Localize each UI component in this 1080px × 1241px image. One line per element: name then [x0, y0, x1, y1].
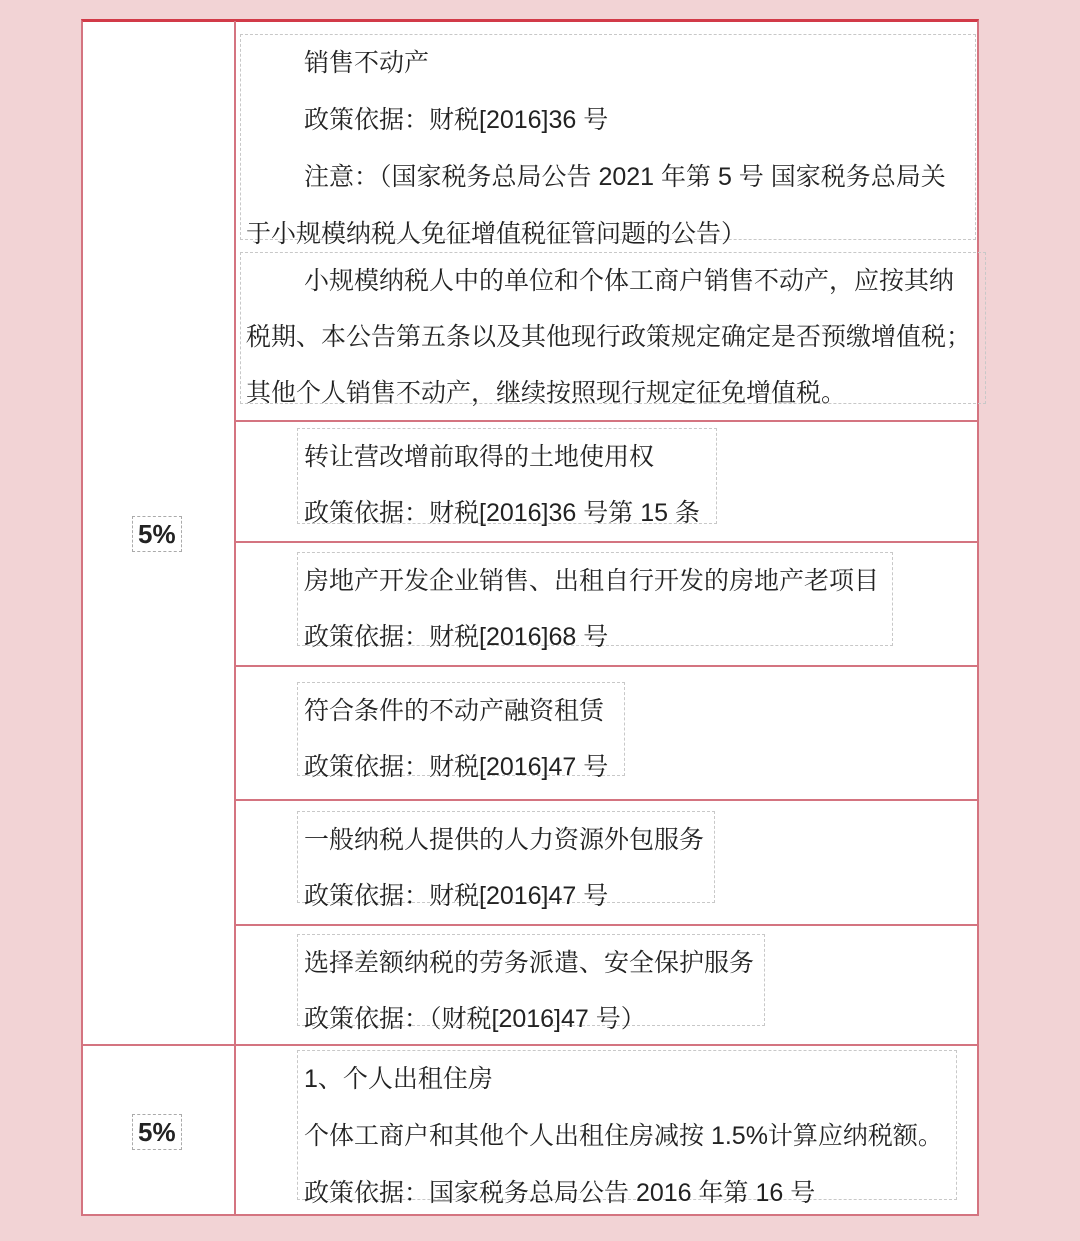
- policy-item: [297, 811, 715, 910]
- item-title: 1、个人出租住房: [304, 1065, 493, 1093]
- policy-basis: 政策依据：财税[2016]47 号: [304, 753, 609, 781]
- policy-item: [297, 428, 717, 527]
- policy-item: [297, 1050, 957, 1207]
- row-divider: [235, 541, 979, 543]
- policy-item: [297, 552, 893, 651]
- item-text: 小规模纳税人中的单位和个体工商户销售不动产，应按其纳: [304, 267, 955, 295]
- rate-label: 5%: [132, 516, 182, 552]
- row-divider: [235, 665, 979, 667]
- row-divider: [235, 924, 979, 926]
- note-text: 于小规模纳税人免征增值税征管问题的公告）: [246, 220, 747, 248]
- item-title: 符合条件的不动产融资租赁: [304, 697, 605, 725]
- policy-item: [297, 682, 625, 781]
- item-title: 销售不动产: [304, 49, 430, 77]
- policy-basis: 政策依据：财税[2016]36 号: [304, 106, 609, 134]
- item-title: 房地产开发企业销售、出租自行开发的房地产老项目: [304, 567, 880, 595]
- item-title: 转让营改增前取得的土地使用权: [304, 443, 655, 471]
- policy-item: [240, 34, 976, 248]
- policy-item: [240, 252, 986, 407]
- policy-basis: 政策依据：财税[2016]68 号: [304, 623, 609, 651]
- row-divider: [235, 799, 979, 801]
- rate-label: 5%: [132, 1114, 182, 1150]
- policy-basis: 政策依据：财税[2016]36 号第 15 条: [304, 499, 700, 527]
- item-title: 一般纳税人提供的人力资源外包服务: [304, 826, 705, 854]
- item-title: 选择差额纳税的劳务派遣、安全保护服务: [304, 949, 755, 977]
- item-text: 个体工商户和其他个人出租住房减按 1.5%计算应纳税额。: [304, 1122, 943, 1150]
- policy-basis: 政策依据：（财税[2016]47 号）: [304, 1005, 646, 1033]
- policy-item: [297, 934, 765, 1033]
- policy-basis: 政策依据：财税[2016]47 号: [304, 882, 609, 910]
- column-divider: [234, 21, 236, 1216]
- note-text: 注意：（国家税务总局公告 2021 年第 5 号 国家税务总局关: [304, 163, 946, 191]
- policy-basis: 政策依据：国家税务总局公告 2016 年第 16 号: [304, 1179, 816, 1207]
- item-text: 其他个人销售不动产，继续按照现行规定征免增值税。: [246, 379, 847, 407]
- item-text: 税期、本公告第五条以及其他现行政策规定确定是否预缴增值税；: [246, 323, 972, 351]
